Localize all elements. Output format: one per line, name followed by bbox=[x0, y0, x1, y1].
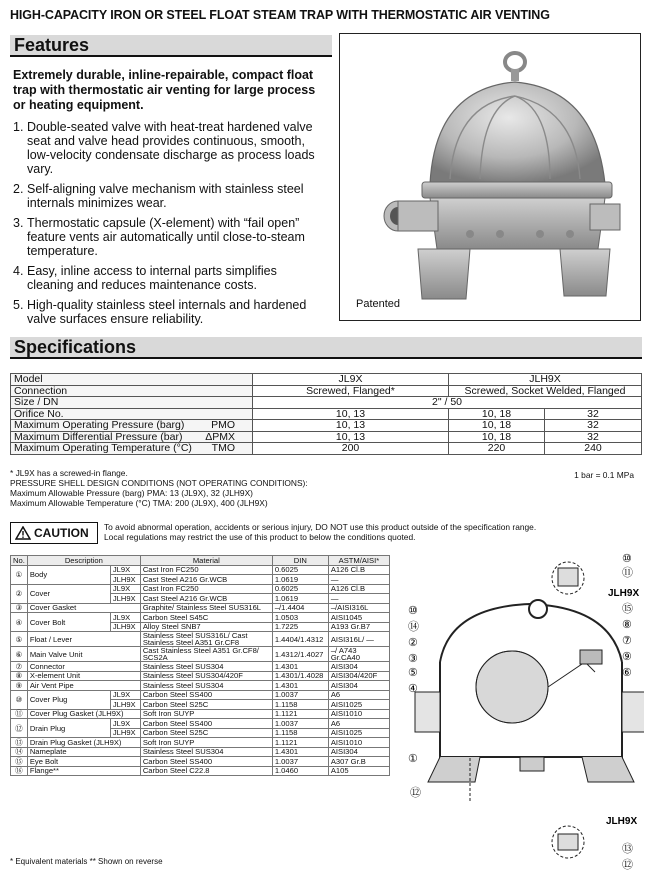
astm-aisi: A126 Cl.B bbox=[328, 584, 389, 594]
model-variant: JLH9X bbox=[110, 728, 140, 738]
part-description: Nameplate bbox=[27, 747, 140, 757]
din-number: 1.0037 bbox=[272, 719, 328, 729]
diagram-label-top: JLH9X bbox=[608, 588, 640, 599]
din-number: 1.4301 bbox=[272, 662, 328, 672]
table-row bbox=[11, 632, 390, 647]
feature-text: Thermostatic capsule (X-element) with “fail open” feature vents air automatically until close-to-steam temperature. bbox=[27, 216, 305, 258]
din-number: 1.1158 bbox=[272, 700, 328, 710]
material: Stainless Steel SUS304/420F bbox=[140, 671, 272, 681]
spec-row-pmo bbox=[11, 420, 642, 432]
din-number: 1.0619 bbox=[272, 594, 328, 604]
callout-13: ⑬ bbox=[622, 843, 633, 855]
din-number: 1.4301 bbox=[272, 747, 328, 757]
note-line: * JL9X has a screwed-in flange. bbox=[10, 468, 128, 478]
astm-aisi: AISI304 bbox=[328, 747, 389, 757]
spec-label bbox=[11, 431, 253, 443]
features-heading: Features bbox=[10, 35, 332, 57]
material: Stainless Steel SUS304 bbox=[140, 662, 272, 672]
part-number: ⑩ bbox=[11, 690, 28, 709]
spec-label: Model bbox=[11, 374, 253, 386]
feature-number: 5. bbox=[13, 298, 24, 312]
part-description: Flange** bbox=[27, 766, 140, 776]
astm-aisi: AISI1025 bbox=[328, 700, 389, 710]
feature-text: Double-seated valve with heat-treat hardened valve seat and valve head provides continuous, smooth, low-velocity condensate discharge as process loads vary. bbox=[27, 120, 315, 176]
part-description: Cover Plug bbox=[27, 690, 110, 709]
table-row bbox=[11, 690, 390, 700]
spec-notes bbox=[10, 468, 642, 508]
steam-trap-illustration bbox=[340, 34, 640, 320]
spec-label bbox=[11, 420, 253, 432]
part-description: Cover Gasket bbox=[27, 603, 140, 613]
din-number: 1.0503 bbox=[272, 613, 328, 623]
material: Carbon Steel S25C bbox=[140, 700, 272, 710]
part-number: ④ bbox=[11, 613, 28, 632]
caution-line: To avoid abnormal operation, accidents or serious injury, DO NOT use this product outside of the specification range. bbox=[104, 522, 537, 532]
astm-aisi: A307 Gr.B bbox=[328, 757, 389, 767]
specifications-heading: Specifications bbox=[10, 337, 642, 359]
callout-8: ⑧ bbox=[622, 619, 632, 631]
din-number: 1.4301 bbox=[272, 681, 328, 691]
feature-item bbox=[13, 120, 323, 176]
material: Carbon Steel SS400 bbox=[140, 757, 272, 767]
astm-aisi: AISI304 bbox=[328, 662, 389, 672]
part-number: ① bbox=[11, 565, 28, 584]
astm-aisi: AISI304 bbox=[328, 681, 389, 691]
part-number: ⑦ bbox=[11, 662, 28, 672]
callout-12-bottom: ⑫ bbox=[622, 859, 633, 871]
din-number: 0.6025 bbox=[272, 584, 328, 594]
part-description: Main Valve Unit bbox=[27, 647, 140, 662]
spec-model-jl9x: JL9X bbox=[253, 374, 449, 386]
part-description: Cover Plug Gasket (JLH9X) bbox=[27, 709, 140, 719]
astm-aisi: AISI1045 bbox=[328, 613, 389, 623]
spec-row-size bbox=[11, 397, 642, 409]
part-number: ⑯ bbox=[11, 766, 28, 776]
spec-row-model bbox=[11, 374, 642, 386]
spec-value: 200 bbox=[253, 443, 449, 455]
astm-aisi: AISI1025 bbox=[328, 728, 389, 738]
astm-aisi: A193 Gr.B7 bbox=[328, 622, 389, 632]
feature-text: Easy, inline access to internal parts simplifies cleaning and reduces maintenance costs. bbox=[27, 264, 277, 292]
astm-aisi: — bbox=[328, 575, 389, 585]
material: Cast Iron FC250 bbox=[140, 565, 272, 575]
din-number: –/1.4404 bbox=[272, 603, 328, 613]
astm-aisi: A126 Cl.B bbox=[328, 565, 389, 575]
part-number: ⑬ bbox=[11, 738, 28, 748]
table-row bbox=[11, 681, 390, 691]
astm-aisi: –/AISI316L bbox=[328, 603, 389, 613]
material: Carbon Steel SS400 bbox=[140, 719, 272, 729]
photo-caption: Patented bbox=[356, 298, 401, 310]
features-lead: Extremely durable, inline-repairable, compact float trap with thermostatic air venting for large process or heating equipment. bbox=[13, 68, 316, 112]
spec-symbol: TMO bbox=[211, 442, 235, 455]
spec-row-connection bbox=[11, 385, 642, 397]
din-number: 1.4312/1.4027 bbox=[272, 647, 328, 662]
material: Cast Steel A216 Gr.WCB bbox=[140, 575, 272, 585]
feature-number: 1. bbox=[13, 120, 24, 134]
model-variant: JLH9X bbox=[110, 700, 140, 710]
materials-footnote: * Equivalent materials ** Shown on reverse bbox=[10, 857, 163, 866]
spec-value: Screwed, Socket Welded, Flanged bbox=[449, 385, 642, 397]
material: Carbon Steel S25C bbox=[140, 728, 272, 738]
part-description: Body bbox=[27, 565, 110, 584]
materials-header-row bbox=[11, 556, 390, 566]
part-description: Connector bbox=[27, 662, 140, 672]
spec-value: 32 bbox=[545, 408, 642, 420]
cross-section-diagram bbox=[400, 552, 644, 874]
features-list bbox=[13, 120, 323, 332]
material: Soft Iron SUYP bbox=[140, 709, 272, 719]
model-variant: JL9X bbox=[110, 719, 140, 729]
feature-number: 3. bbox=[13, 216, 24, 230]
unit-note: 1 bar = 0.1 MPa bbox=[574, 470, 634, 480]
material: Carbon Steel C22.8 bbox=[140, 766, 272, 776]
spec-row-pmx bbox=[11, 431, 642, 443]
din-number: 1.1121 bbox=[272, 738, 328, 748]
table-row bbox=[11, 757, 390, 767]
spec-row-orifice bbox=[11, 408, 642, 420]
din-number: 1.4301/1.4028 bbox=[272, 671, 328, 681]
part-number: ⑪ bbox=[11, 709, 28, 719]
page-title: HIGH-CAPACITY IRON OR STEEL FLOAT STEAM TRAP WITH THERMOSTATIC AIR VENTING bbox=[10, 8, 550, 22]
feature-item bbox=[13, 298, 323, 326]
warning-triangle-icon bbox=[15, 526, 31, 540]
table-row bbox=[11, 709, 390, 719]
material: Carbon Steel SS400 bbox=[140, 690, 272, 700]
astm-aisi: AISI1010 bbox=[328, 738, 389, 748]
spec-label bbox=[11, 443, 253, 455]
astm-aisi: A105 bbox=[328, 766, 389, 776]
caution-text bbox=[104, 522, 644, 542]
astm-aisi: — bbox=[328, 594, 389, 604]
part-number: ② bbox=[11, 584, 28, 603]
spec-table bbox=[10, 373, 642, 455]
din-number: 1.0037 bbox=[272, 757, 328, 767]
spec-value: 240 bbox=[545, 443, 642, 455]
astm-aisi: AISI1010 bbox=[328, 709, 389, 719]
part-number: ⑥ bbox=[11, 647, 28, 662]
part-number: ③ bbox=[11, 603, 28, 613]
din-number: 1.0037 bbox=[272, 690, 328, 700]
part-number: ⑨ bbox=[11, 681, 28, 691]
callout-6: ⑥ bbox=[622, 667, 632, 679]
spec-value: 10, 18 bbox=[449, 408, 545, 420]
feature-number: 4. bbox=[13, 264, 24, 278]
diagram-label-bottom: JLH9X bbox=[606, 816, 638, 827]
spec-label: Size / DN bbox=[11, 397, 253, 409]
caution-line: Local regulations may restrict the use of this product to below the conditions quoted. bbox=[104, 532, 416, 542]
astm-aisi: –/ A743 Gr.CA40 bbox=[328, 647, 389, 662]
callout-14: ⑭ bbox=[408, 621, 419, 633]
material: Stainless Steel SUS304 bbox=[140, 681, 272, 691]
spec-value: 10, 13 bbox=[253, 431, 449, 443]
part-description: Drain Plug bbox=[27, 719, 110, 738]
din-number: 1.1121 bbox=[272, 709, 328, 719]
spec-label-text: Maximum Operating Pressure (barg) bbox=[14, 419, 185, 432]
material: Cast Steel A216 Gr.WCB bbox=[140, 594, 272, 604]
spec-value: 10, 13 bbox=[253, 408, 449, 420]
feature-item bbox=[13, 264, 323, 292]
callout-2: ② bbox=[408, 637, 418, 649]
caution-label: CAUTION bbox=[34, 526, 89, 540]
table-row bbox=[11, 662, 390, 672]
table-row bbox=[11, 647, 390, 662]
astm-aisi: AISI304/420F bbox=[328, 671, 389, 681]
spec-row-tmo bbox=[11, 443, 642, 455]
din-number: 1.7225 bbox=[272, 622, 328, 632]
table-row bbox=[11, 565, 390, 575]
model-variant: JLH9X bbox=[110, 575, 140, 585]
feature-item bbox=[13, 216, 323, 258]
callout-5: ⑤ bbox=[408, 667, 418, 679]
din-number: 1.0460 bbox=[272, 766, 328, 776]
table-row bbox=[11, 738, 390, 748]
material: Alloy Steel SNB7 bbox=[140, 622, 272, 632]
astm-aisi: A6 bbox=[328, 719, 389, 729]
spec-value: 220 bbox=[449, 443, 545, 455]
note-line: PRESSURE SHELL DESIGN CONDITIONS (NOT OPERATING CONDITIONS): bbox=[10, 478, 308, 488]
spec-value: 10, 18 bbox=[449, 420, 545, 432]
feature-item bbox=[13, 182, 323, 210]
callout-10: ⑩ bbox=[408, 605, 418, 617]
material: Cast Iron FC250 bbox=[140, 584, 272, 594]
spec-value: Screwed, Flanged* bbox=[253, 385, 449, 397]
col-header: Description bbox=[27, 556, 140, 566]
spec-value: 10, 18 bbox=[449, 431, 545, 443]
feature-text: Self-aligning valve mechanism with stainless steel internals minimizes wear. bbox=[27, 182, 304, 210]
part-description: Drain Plug Gasket (JLH9X) bbox=[27, 738, 140, 748]
model-variant: JL9X bbox=[110, 613, 140, 623]
spec-value: 2" / 50 bbox=[253, 397, 642, 409]
table-row bbox=[11, 584, 390, 594]
material: Cast Stainless Steel A351 Gr.CF8/ SCS2A bbox=[140, 647, 272, 662]
callout-12: ⑫ bbox=[410, 787, 421, 799]
part-number: ⑤ bbox=[11, 632, 28, 647]
part-number: ⑭ bbox=[11, 747, 28, 757]
spec-label: Connection bbox=[11, 385, 253, 397]
spec-model-jlh9x: JLH9X bbox=[449, 374, 642, 386]
spec-label-text: Maximum Operating Temperature (°C) bbox=[14, 442, 192, 455]
din-number: 1.1158 bbox=[272, 728, 328, 738]
col-header: ASTM/AISI* bbox=[328, 556, 389, 566]
part-description: Eye Bolt bbox=[27, 757, 140, 767]
din-number: 0.6025 bbox=[272, 565, 328, 575]
note-line: Maximum Allowable Pressure (barg) PMA: 13 (JL9X), 32 (JLH9X) bbox=[10, 488, 253, 498]
part-number: ⑮ bbox=[11, 757, 28, 767]
col-header: No. bbox=[11, 556, 28, 566]
part-description: Cover bbox=[27, 584, 110, 603]
table-row bbox=[11, 747, 390, 757]
din-number: 1.4404/1.4312 bbox=[272, 632, 328, 647]
feature-text: High-quality stainless steel internals and hardened valve surfaces ensure reliability. bbox=[27, 298, 307, 326]
caution-box bbox=[10, 522, 98, 544]
table-row bbox=[11, 671, 390, 681]
table-row bbox=[11, 603, 390, 613]
spec-value: 32 bbox=[545, 431, 642, 443]
material: Graphite/ Stainless Steel SUS316L bbox=[140, 603, 272, 613]
material: Stainless Steel SUS304 bbox=[140, 747, 272, 757]
material: Stainless Steel SUS316L/ Cast Stainless Steel A351 Gr.CF8 bbox=[140, 632, 272, 647]
spec-label: Orifice No. bbox=[11, 408, 253, 420]
part-description: Cover Bolt bbox=[27, 613, 110, 632]
astm-aisi: AISI316L/ — bbox=[328, 632, 389, 647]
callout-15: ⑮ bbox=[622, 603, 633, 615]
spec-symbol: PMO bbox=[211, 419, 235, 432]
col-header: DIN bbox=[272, 556, 328, 566]
feature-number: 2. bbox=[13, 182, 24, 196]
astm-aisi: A6 bbox=[328, 690, 389, 700]
callout-1: ① bbox=[408, 753, 418, 765]
callout-7: ⑦ bbox=[622, 635, 632, 647]
callout-10-top: ⑩ bbox=[622, 553, 632, 565]
callout-4: ④ bbox=[408, 683, 418, 695]
part-description: Air Vent Pipe bbox=[27, 681, 140, 691]
table-row bbox=[11, 766, 390, 776]
callout-11: ⑪ bbox=[622, 567, 633, 579]
table-row bbox=[11, 719, 390, 729]
din-number: 1.0619 bbox=[272, 575, 328, 585]
part-number: ⑫ bbox=[11, 719, 28, 738]
material: Carbon Steel S45C bbox=[140, 613, 272, 623]
spec-value: 32 bbox=[545, 420, 642, 432]
product-photo bbox=[339, 33, 641, 321]
part-number: ⑧ bbox=[11, 671, 28, 681]
model-variant: JLH9X bbox=[110, 594, 140, 604]
note-line: Maximum Allowable Temperature (°C) TMA: 200 (JL9X), 400 (JLH9X) bbox=[10, 498, 268, 508]
model-variant: JL9X bbox=[110, 690, 140, 700]
part-description: Float / Lever bbox=[27, 632, 140, 647]
materials-table bbox=[10, 555, 390, 776]
spec-symbol: ΔPMX bbox=[205, 430, 235, 443]
callout-9: ⑨ bbox=[622, 651, 632, 663]
callout-3: ③ bbox=[408, 653, 418, 665]
col-header: Material bbox=[140, 556, 272, 566]
spec-value: 10, 13 bbox=[253, 420, 449, 432]
table-row bbox=[11, 613, 390, 623]
material: Soft Iron SUYP bbox=[140, 738, 272, 748]
part-description: X-element Unit bbox=[27, 671, 140, 681]
model-variant: JL9X bbox=[110, 565, 140, 575]
model-variant: JLH9X bbox=[110, 622, 140, 632]
spec-label-text: Maximum Differential Pressure (bar) bbox=[14, 430, 183, 443]
model-variant: JL9X bbox=[110, 584, 140, 594]
